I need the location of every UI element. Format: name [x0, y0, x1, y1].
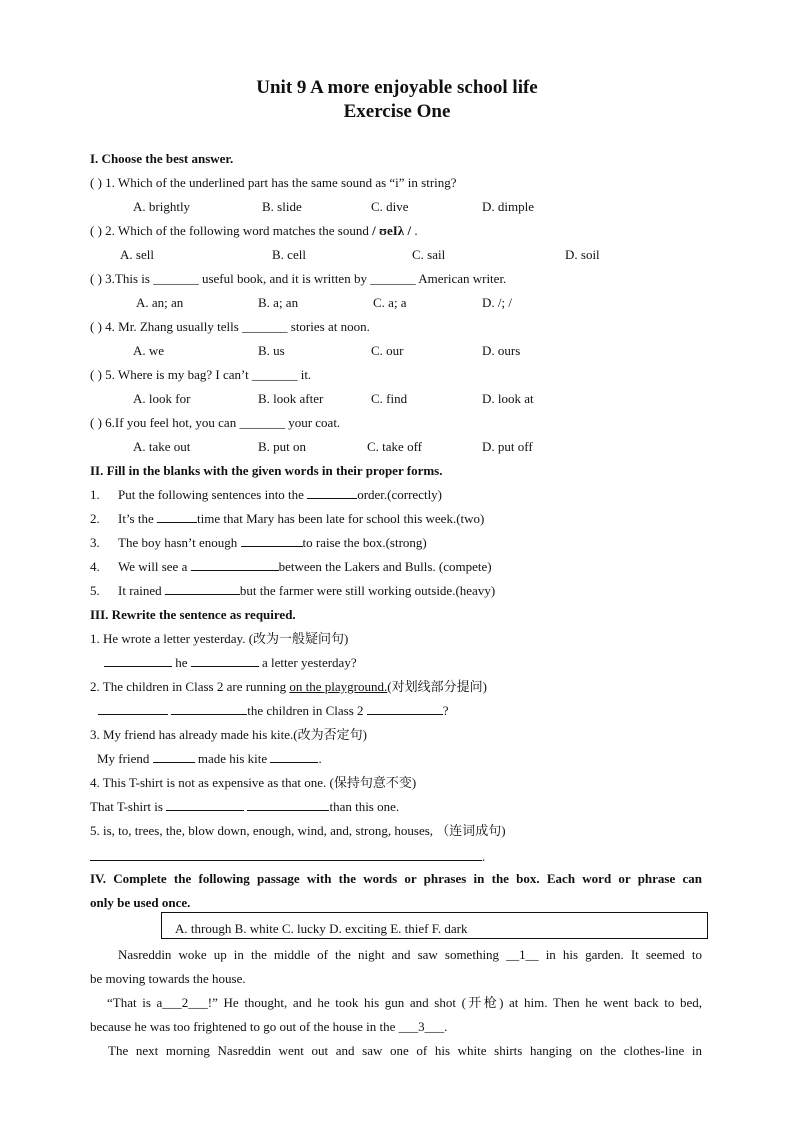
- q3-option-c: C. a; a: [373, 295, 407, 310]
- fill-item-1-pre: Put the following sentences into the: [118, 487, 308, 502]
- fill-item-5-pre: It rained: [118, 583, 165, 598]
- rewrite-q2: [90, 678, 487, 696]
- q5-option-d: D. look at: [482, 391, 534, 406]
- passage-p2-line-1: “That is a___2___!” He thought, and he took his gun and shot (开枪) at him. Then he went back to bed,: [107, 995, 702, 1010]
- rewrite-q4-text-b: than this one.: [329, 799, 400, 814]
- passage-p1-line-2: be moving towards the house.: [90, 971, 246, 986]
- fill-item-4-number: 4.: [90, 559, 100, 574]
- fill-item-3: [118, 534, 427, 552]
- rewrite-q3-text-c: .: [318, 751, 322, 766]
- rewrite-q1-answer: [104, 654, 357, 672]
- fill-item-1-post: order.(correctly): [357, 487, 443, 502]
- rewrite-q2-text-a: the children in Class 2: [247, 703, 367, 718]
- fill-item-2-post: time that Mary has been late for school this week.(two): [197, 511, 485, 526]
- fill-item-2-pre: It’s the: [118, 511, 157, 526]
- q1-option-a: A. brightly: [133, 199, 191, 214]
- fill-item-5-post: but the farmer were still working outside.(heavy): [239, 583, 496, 598]
- page-subtitle: Exercise One: [343, 101, 451, 122]
- fill-item-2: [118, 510, 484, 528]
- section-3-heading: III. Rewrite the sentence as required.: [90, 607, 296, 622]
- rewrite-q4-answer: [90, 798, 399, 816]
- rewrite-q5-answer-line[interactable]: [90, 860, 482, 861]
- rewrite-q3-text-b: made his kite: [194, 751, 271, 766]
- q4-option-d: D. ours: [482, 343, 521, 358]
- fill-blank-3[interactable]: [241, 535, 303, 547]
- q1-option-c: C. dive: [371, 199, 409, 214]
- q3-option-a: A. an; an: [136, 295, 184, 310]
- fill-item-3-number: 3.: [90, 535, 100, 550]
- rewrite-q2-blank-3[interactable]: [367, 703, 443, 715]
- fill-blank-2[interactable]: [157, 511, 197, 523]
- q4-option-a: A. we: [133, 343, 165, 358]
- page-title: Unit 9 A more enjoyable school life: [256, 77, 538, 98]
- rewrite-q2-text-b: ?: [442, 703, 449, 718]
- q6-option-a: A. take out: [133, 439, 191, 454]
- q6-option-c: C. take off: [367, 439, 422, 454]
- q2-stem-text: ( ) 2. Which of the following word matches the sound: [90, 223, 373, 238]
- fill-item-1-number: 1.: [90, 487, 100, 502]
- q5-option-b: B. look after: [258, 391, 324, 406]
- q3-option-b: B. a; an: [258, 295, 299, 310]
- rewrite-q3-text-a: My friend: [97, 751, 153, 766]
- rewrite-q3-blank-2[interactable]: [270, 751, 318, 763]
- fill-blank-4[interactable]: [191, 559, 279, 571]
- rewrite-q1-text-b: a letter yesterday?: [258, 655, 357, 670]
- rewrite-q2-instruction: (对划线部分提问): [387, 679, 487, 694]
- rewrite-q1-text-a: he: [172, 655, 191, 670]
- q2-option-a: A. sell: [120, 247, 154, 262]
- q3-option-d: D. /; /: [482, 295, 512, 310]
- fill-blank-5[interactable]: [165, 583, 240, 595]
- passage-p2-line-2: because he was too frightened to go out of the house in the ___3___.: [90, 1019, 448, 1034]
- rewrite-q1-blank-1[interactable]: [104, 655, 172, 667]
- passage-p1-line-1: Nasreddin woke up in the middle of the night and saw something __1__ in his garden. It seemed to: [118, 947, 702, 962]
- q2-option-d: D. soil: [565, 247, 600, 262]
- rewrite-q2-blank-1[interactable]: [98, 703, 168, 715]
- rewrite-q4-blank-2[interactable]: [247, 799, 329, 811]
- q1-option-d: D. dimple: [482, 199, 534, 214]
- q5-option-c: C. find: [371, 391, 408, 406]
- question-1-stem: ( ) 1. Which of the underlined part has the same sound as “i” in string?: [90, 175, 457, 190]
- section-4-heading-line-2: only be used once.: [90, 895, 191, 910]
- section-2-heading: II. Fill in the blanks with the given words in their proper forms.: [90, 463, 443, 478]
- rewrite-q4: 4. This T-shirt is not as expensive as that one. (保持句意不变): [90, 775, 417, 790]
- question-5-stem: ( ) 5. Where is my bag? I can’t _______ it.: [90, 367, 312, 382]
- rewrite-q3-answer: [97, 750, 322, 768]
- passage-p3-line-1: The next morning Nasreddin went out and saw one of his white shirts hanging on the clothes-line in: [108, 1043, 702, 1058]
- q2-option-b: B. cell: [272, 247, 306, 262]
- question-2-stem: [90, 222, 418, 240]
- question-4-stem: ( ) 4. Mr. Zhang usually tells _______ stories at noon.: [90, 319, 370, 334]
- section-4-heading-line-1: IV. Complete the following passage with the words or phrases in the box. Each word or phrase can: [90, 871, 702, 886]
- q2-option-c: C. sail: [412, 247, 446, 262]
- rewrite-q5-period: .: [482, 849, 486, 864]
- section-1-heading: I. Choose the best answer.: [90, 151, 234, 166]
- fill-blank-1[interactable]: [307, 487, 357, 499]
- rewrite-q3: 3. My friend has already made his kite.(改为否定句): [90, 727, 367, 742]
- rewrite-q2-answer: [98, 702, 449, 720]
- rewrite-q2-text: 2. The children in Class 2 are running: [90, 679, 290, 694]
- q6-option-b: B. put on: [258, 439, 307, 454]
- fill-item-4-post: between the Lakers and Bulls. (compete): [278, 559, 492, 574]
- rewrite-q4-text-a: That T-shirt is: [90, 799, 167, 814]
- rewrite-q1-blank-2[interactable]: [191, 655, 259, 667]
- q5-option-a: A. look for: [133, 391, 191, 406]
- fill-item-5: [118, 582, 495, 600]
- question-6-stem: ( ) 6.If you feel hot, you can _______ your coat.: [90, 415, 341, 430]
- rewrite-q4-blank-1[interactable]: [166, 799, 244, 811]
- fill-item-2-number: 2.: [90, 511, 100, 526]
- q6-option-d: D. put off: [482, 439, 533, 454]
- rewrite-q2-underlined: on the playground.: [289, 679, 388, 694]
- q1-option-b: B. slide: [262, 199, 302, 214]
- rewrite-q5: 5. is, to, trees, the, blow down, enough, wind, and, strong, houses, （连词成句): [90, 823, 506, 838]
- rewrite-q2-blank-2[interactable]: [171, 703, 247, 715]
- word-box-options: A. through B. white C. lucky D. exciting E. thief F. dark: [175, 921, 468, 936]
- fill-item-1: [118, 486, 442, 504]
- fill-item-3-pre: The boy hasn’t enough: [118, 535, 241, 550]
- q2-stem-end: .: [411, 223, 418, 238]
- fill-item-5-number: 5.: [90, 583, 100, 598]
- q2-ipa: / ʊeIλ /: [372, 223, 412, 238]
- rewrite-q1: 1. He wrote a letter yesterday. (改为一般疑问句): [90, 631, 349, 646]
- rewrite-q3-blank-1[interactable]: [153, 751, 195, 763]
- question-3-stem: ( ) 3.This is _______ useful book, and it is written by _______ American writer.: [90, 271, 507, 286]
- q4-option-b: B. us: [258, 343, 285, 358]
- q4-option-c: C. our: [371, 343, 404, 358]
- fill-item-4: [118, 558, 492, 576]
- fill-item-3-post: to raise the box.(strong): [302, 535, 427, 550]
- fill-item-4-pre: We will see a: [118, 559, 191, 574]
